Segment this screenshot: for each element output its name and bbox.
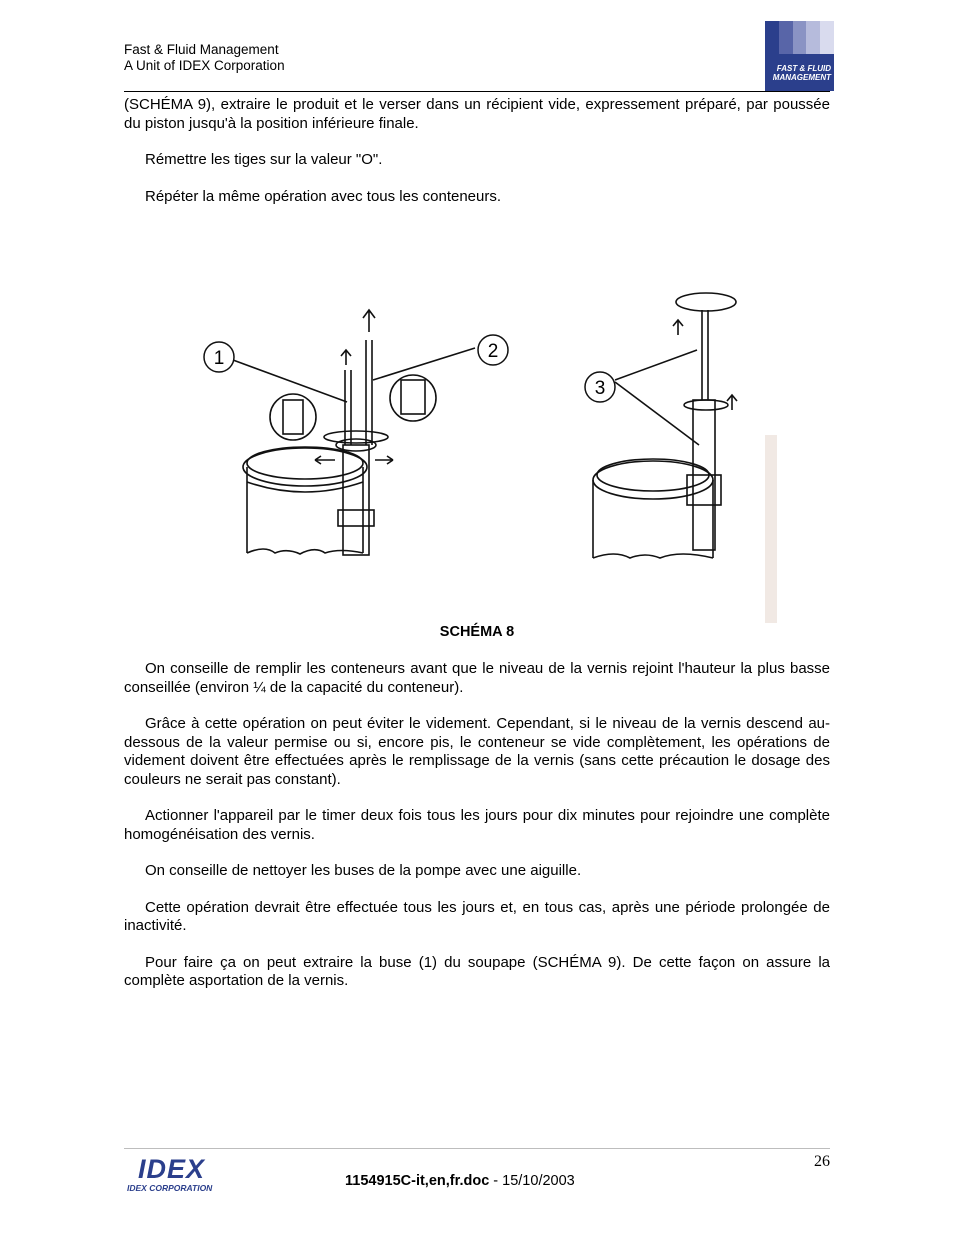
logo-text-1: FAST & FLUID <box>776 63 831 73</box>
header-company <box>124 42 285 74</box>
figure-caption: SCHÉMA 8 <box>439 624 515 640</box>
ffm-logo <box>765 21 834 91</box>
paragraph-clean-nozzles: On conseille de nettoyer les buses de la pompe avec une aiguille. <box>145 862 582 879</box>
paragraph-fill-advice: On conseille de remplir les conteneurs avant que le niveau de la vernis rejoint l'hauteur la plus basse conseillée (environ ¼ de la capacité du conteneur). <box>124 660 830 696</box>
paragraph-daily-operation: Cette opération devrait être effectuée tous les jours et, en tous cas, après une période prolongée de inactivité. <box>124 898 830 934</box>
top-text-block <box>124 96 830 206</box>
paragraph-extract-nozzle: Pour faire ça on peut extraire la buse (1) du soupape (SCHÉMA 9). De cette façon on assure la complète asportation de la vernis. <box>124 953 830 989</box>
paragraph-repeat: Répéter la même opération avec tous les conteneurs. <box>145 187 502 205</box>
bottom-text-block <box>124 660 830 991</box>
right-canister-drawing <box>593 293 737 558</box>
paragraph-reset-rods: Rémettre les tiges sur la valeur "O". <box>145 151 383 168</box>
document-reference <box>345 1173 575 1189</box>
document-date: - 15/10/2003 <box>493 1173 575 1189</box>
paragraph-timer: Actionner l'appareil par le timer deux fois tous les jours pour dix minutes pour rejoindre une complète homogénéisation des vernis. <box>124 807 830 843</box>
idex-logo-word: IDEX <box>138 1154 206 1184</box>
footer-divider <box>124 1148 830 1149</box>
callout-1-label: 1 <box>213 348 225 369</box>
schema-8-illustration <box>175 240 785 625</box>
logo-text-2: MANAGEMENT <box>772 72 831 82</box>
header-divider <box>124 91 830 92</box>
left-canister-drawing <box>233 310 475 555</box>
idex-logo-sub: IDEX CORPORATION <box>127 1183 213 1193</box>
logo-text <box>765 54 834 91</box>
header-line-1: Fast & Fluid Management <box>124 42 279 57</box>
callout-3-label: 3 <box>594 378 606 399</box>
document-name: 1154915C-it,en,fr.doc <box>345 1173 490 1189</box>
page-number: 26 <box>814 1153 830 1170</box>
paragraph-avoid-emptying: Grâce à cette opération on peut éviter le videment. Cependant, si le niveau de la vernis descend au-dessous de la valeur permise ou si, encore pis, le conteneur se vide complètement, les opérations de videment doivent être effectuées après le remplissage de la vernis (sans cette précaution le dosage des couleurs ne serait pas constant). <box>124 715 830 788</box>
logo-color-bars <box>765 21 834 54</box>
header-line-2: A Unit of IDEX Corporation <box>124 58 285 73</box>
idex-logo <box>124 1155 234 1197</box>
paragraph-continued: (SCHÉMA 9), extraire le produit et le verser dans un récipient vide, expressement préparé, par poussée du piston jusqu'à la position inférieure finale. <box>124 96 830 132</box>
callout-2-label: 2 <box>487 341 499 362</box>
